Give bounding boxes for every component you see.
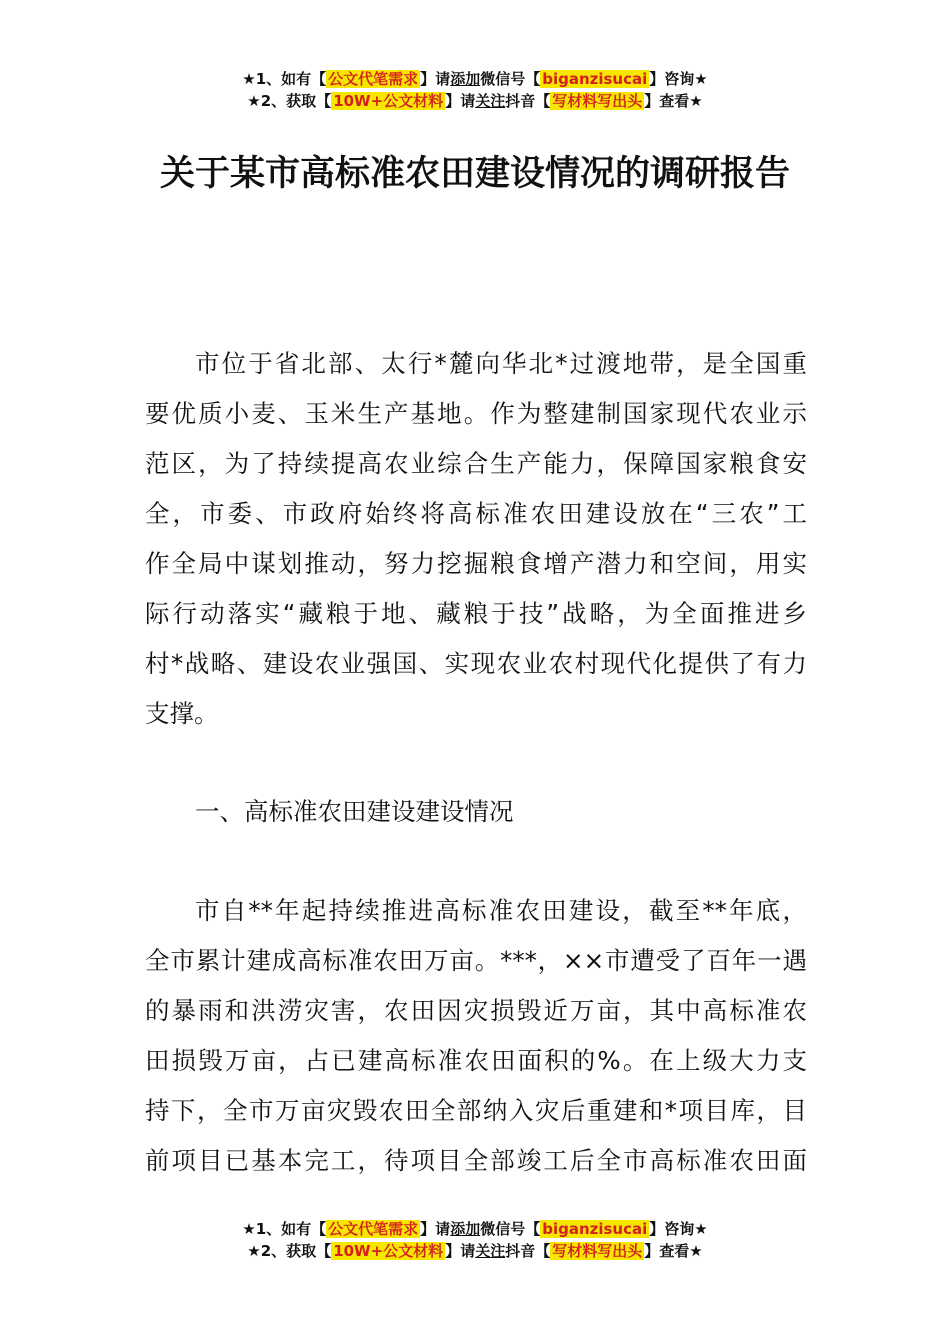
paragraph-intro bbox=[145, 339, 807, 739]
promo-banner-bottom bbox=[0, 1218, 950, 1262]
paragraph-line: 全市累计建成高标准农田万亩。***，××市遭受了百年一遇 bbox=[145, 946, 807, 975]
section-heading-text: 一、高标准农田建设建设情况 bbox=[195, 797, 514, 826]
document-title: 关于某市高标准农田建设情况的调研报告 bbox=[159, 154, 790, 194]
promo-line-1 bbox=[0, 68, 950, 90]
promo-text: 】咨询★ bbox=[649, 1220, 708, 1238]
promo-text: 抖音【 bbox=[505, 1242, 551, 1260]
douyin-account-highlight: 写材料写出头 bbox=[552, 92, 643, 110]
promo-text: 】请 bbox=[445, 1242, 476, 1260]
paragraph-line: 要优质小麦、玉米生产基地。作为整建制国家现代农业示 bbox=[145, 399, 807, 428]
promo-text: 】查看★ bbox=[644, 92, 703, 110]
promo-text: 】咨询★ bbox=[649, 70, 708, 88]
promo-highlight: 10W+公文材料 bbox=[333, 1242, 444, 1260]
promo-text: 抖音【 bbox=[505, 92, 551, 110]
paragraph-line: 范区，为了持续提高农业综合生产能力，保障国家粮食安 bbox=[145, 449, 807, 478]
paragraph-line: 村*战略、建设农业强国、实现农业农村现代化提供了有力 bbox=[145, 649, 807, 678]
paragraph-line: 的暴雨和洪涝灾害，农田因灾损毁近万亩，其中高标准农 bbox=[145, 996, 807, 1025]
promo-text: 】请 bbox=[445, 92, 476, 110]
wechat-id-highlight: biganzisucai bbox=[542, 70, 648, 88]
promo-underline: 添加 bbox=[450, 70, 481, 88]
wechat-id-highlight: biganzisucai bbox=[542, 1220, 648, 1238]
promo-line-2 bbox=[0, 90, 950, 112]
paragraph-line: 全，市委、市政府始终将高标准农田建设放在“三农”工 bbox=[145, 499, 807, 528]
paragraph-line: 际行动落实“藏粮于地、藏粮于技”战略，为全面推进乡 bbox=[145, 599, 807, 628]
paragraph-line: 作全局中谋划推动，努力挖掘粮食增产潜力和空间，用实 bbox=[145, 549, 807, 578]
douyin-account-highlight: 写材料写出头 bbox=[552, 1242, 643, 1260]
paragraph-line: 市位于省北部、太行*麓向华北*过渡地带，是全国重 bbox=[195, 349, 807, 378]
promo-highlight: 公文代笔需求 bbox=[328, 70, 419, 88]
paragraph-line: 支撑。 bbox=[145, 699, 219, 728]
promo-line-1 bbox=[0, 1218, 950, 1240]
promo-highlight: 公文代笔需求 bbox=[328, 1220, 419, 1238]
promo-text: 微信号【 bbox=[480, 70, 541, 88]
promo-line-2 bbox=[0, 1240, 950, 1262]
promo-underline: 关注 bbox=[475, 92, 506, 110]
promo-highlight: 10W+公文材料 bbox=[333, 92, 444, 110]
paragraph-line: 市自**年起持续推进高标准农田建设，截至**年底， bbox=[195, 896, 807, 925]
promo-banner-top bbox=[0, 68, 950, 112]
paragraph-line: 田损毁万亩，占已建高标准农田面积的%。在上级大力支 bbox=[145, 1046, 807, 1075]
promo-text: 】请 bbox=[420, 70, 451, 88]
section-heading bbox=[145, 787, 807, 837]
promo-underline: 添加 bbox=[450, 1220, 481, 1238]
promo-text: ★2、获取【 bbox=[247, 1242, 332, 1260]
paragraph-line: 持下，全市万亩灾毁农田全部纳入灾后重建和*项目库，目 bbox=[145, 1096, 807, 1125]
promo-text: 】查看★ bbox=[644, 1242, 703, 1260]
promo-text: ★1、如有【 bbox=[242, 70, 327, 88]
paragraph-status bbox=[145, 886, 807, 1186]
promo-text: 微信号【 bbox=[480, 1220, 541, 1238]
promo-underline: 关注 bbox=[475, 1242, 506, 1260]
promo-text: ★2、获取【 bbox=[247, 92, 332, 110]
promo-text: ★1、如有【 bbox=[242, 1220, 327, 1238]
promo-text: 】请 bbox=[420, 1220, 451, 1238]
paragraph-line: 前项目已基本完工，待项目全部竣工后全市高标准农田面 bbox=[145, 1146, 807, 1175]
